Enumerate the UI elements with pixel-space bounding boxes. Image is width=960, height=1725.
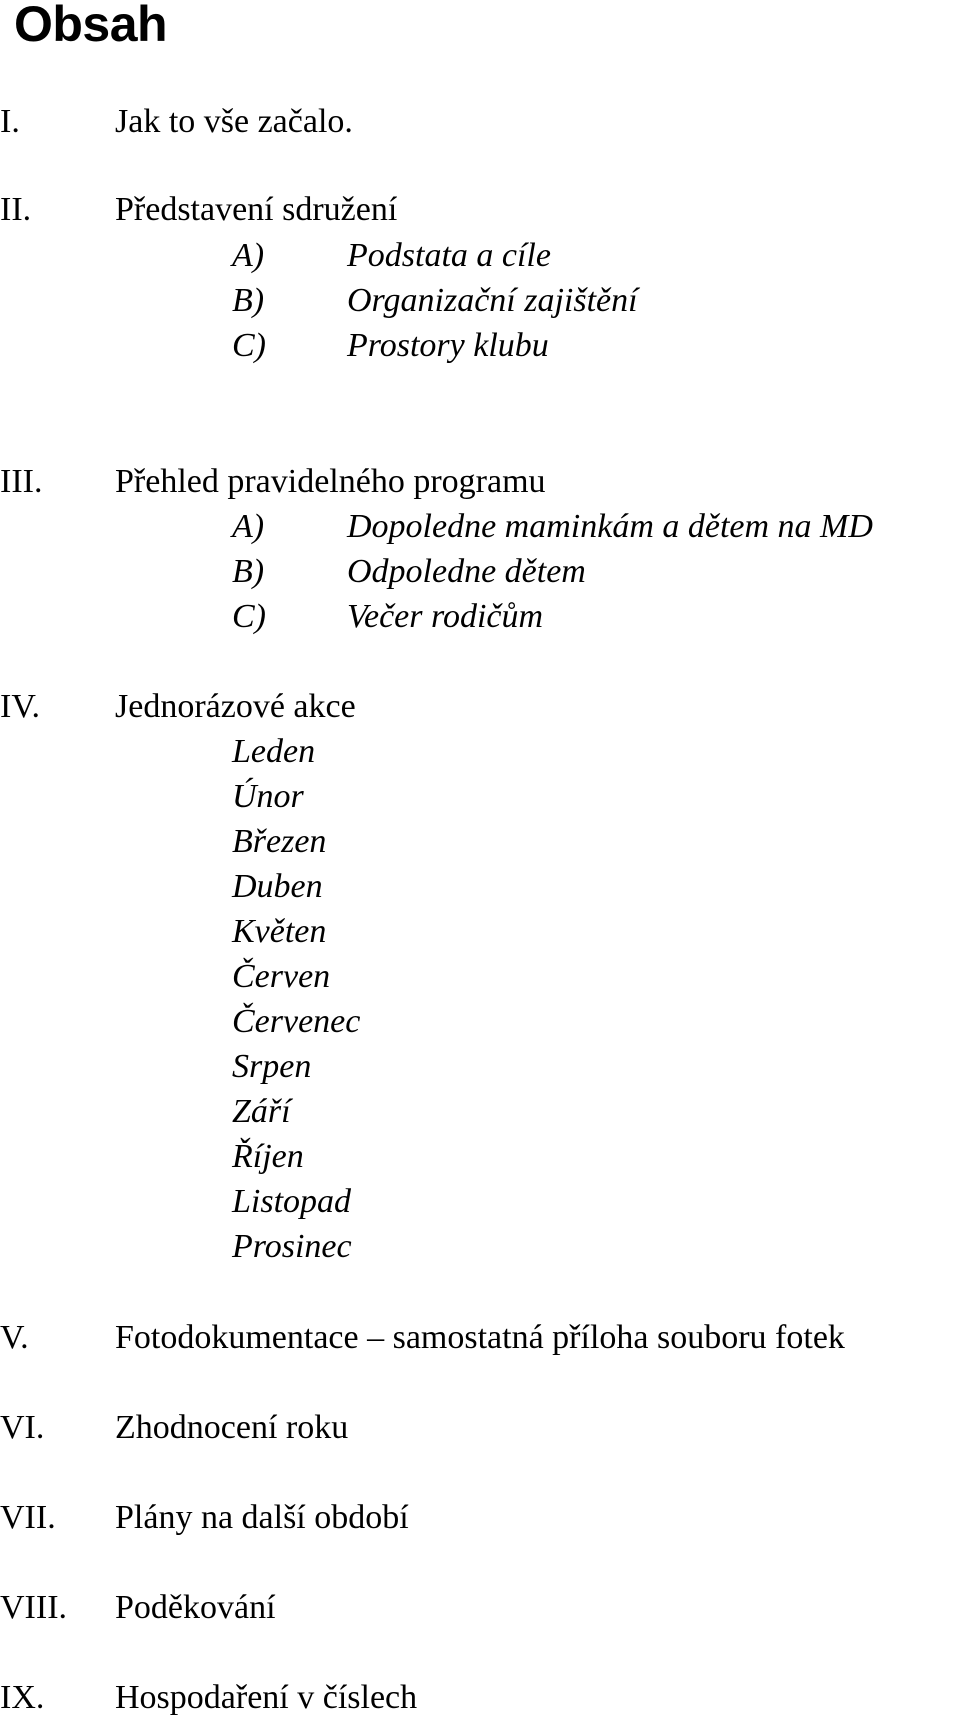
section-4-number: IV. <box>0 688 40 725</box>
section-2-sub-b-text: Organizační zajištění <box>347 282 638 319</box>
month-item: Září <box>232 1093 291 1130</box>
month-item: Červen <box>232 958 331 995</box>
section-9-title: Hospodaření v číslech <box>115 1679 418 1716</box>
section-3-sub-c-letter: C) <box>232 598 266 635</box>
section-9-number: IX. <box>0 1679 45 1716</box>
month-item: Březen <box>232 823 327 860</box>
section-2-sub-a-text: Podstata a cíle <box>347 237 551 274</box>
section-8-number: VIII. <box>0 1589 68 1626</box>
section-3-sub-b-letter: B) <box>232 553 265 590</box>
section-1-title: Jak to vše začalo. <box>115 103 353 140</box>
section-2-sub-c-text: Prostory klubu <box>347 327 549 364</box>
section-2-sub-a-letter: A) <box>232 237 265 274</box>
section-7-title: Plány na další období <box>115 1499 409 1536</box>
section-3-title: Přehled pravidelného programu <box>115 463 546 500</box>
section-5-number: V. <box>0 1319 29 1356</box>
section-6-number: VI. <box>0 1409 45 1446</box>
month-item: Říjen <box>232 1138 304 1175</box>
month-item: Duben <box>232 868 323 905</box>
section-1-number: I. <box>0 103 20 140</box>
section-2-title: Představení sdružení <box>115 191 398 228</box>
section-8-title: Poděkování <box>115 1589 276 1626</box>
section-7-number: VII. <box>0 1499 56 1536</box>
section-2-sub-c-letter: C) <box>232 327 266 364</box>
section-6-title: Zhodnocení roku <box>115 1409 349 1446</box>
section-2-sub-b-letter: B) <box>232 282 265 319</box>
section-3-sub-a-letter: A) <box>232 508 265 545</box>
section-3-number: III. <box>0 463 43 500</box>
section-2-number: II. <box>0 191 32 228</box>
section-3-sub-a-text: Dopoledne maminkám a dětem na MD <box>347 508 873 545</box>
month-item: Únor <box>232 778 304 815</box>
month-item: Srpen <box>232 1048 312 1085</box>
section-3-sub-c-text: Večer rodičům <box>347 598 544 635</box>
month-item: Leden <box>232 733 316 770</box>
section-3-sub-b-text: Odpoledne dětem <box>347 553 586 590</box>
month-item: Prosinec <box>232 1228 352 1265</box>
section-4-title: Jednorázové akce <box>115 688 356 725</box>
section-5-title: Fotodokumentace – samostatná příloha souboru fotek <box>115 1319 845 1356</box>
month-item: Květen <box>232 913 327 950</box>
month-item: Červenec <box>232 1003 361 1040</box>
month-item: Listopad <box>232 1183 352 1220</box>
page-title: Obsah <box>14 0 168 52</box>
